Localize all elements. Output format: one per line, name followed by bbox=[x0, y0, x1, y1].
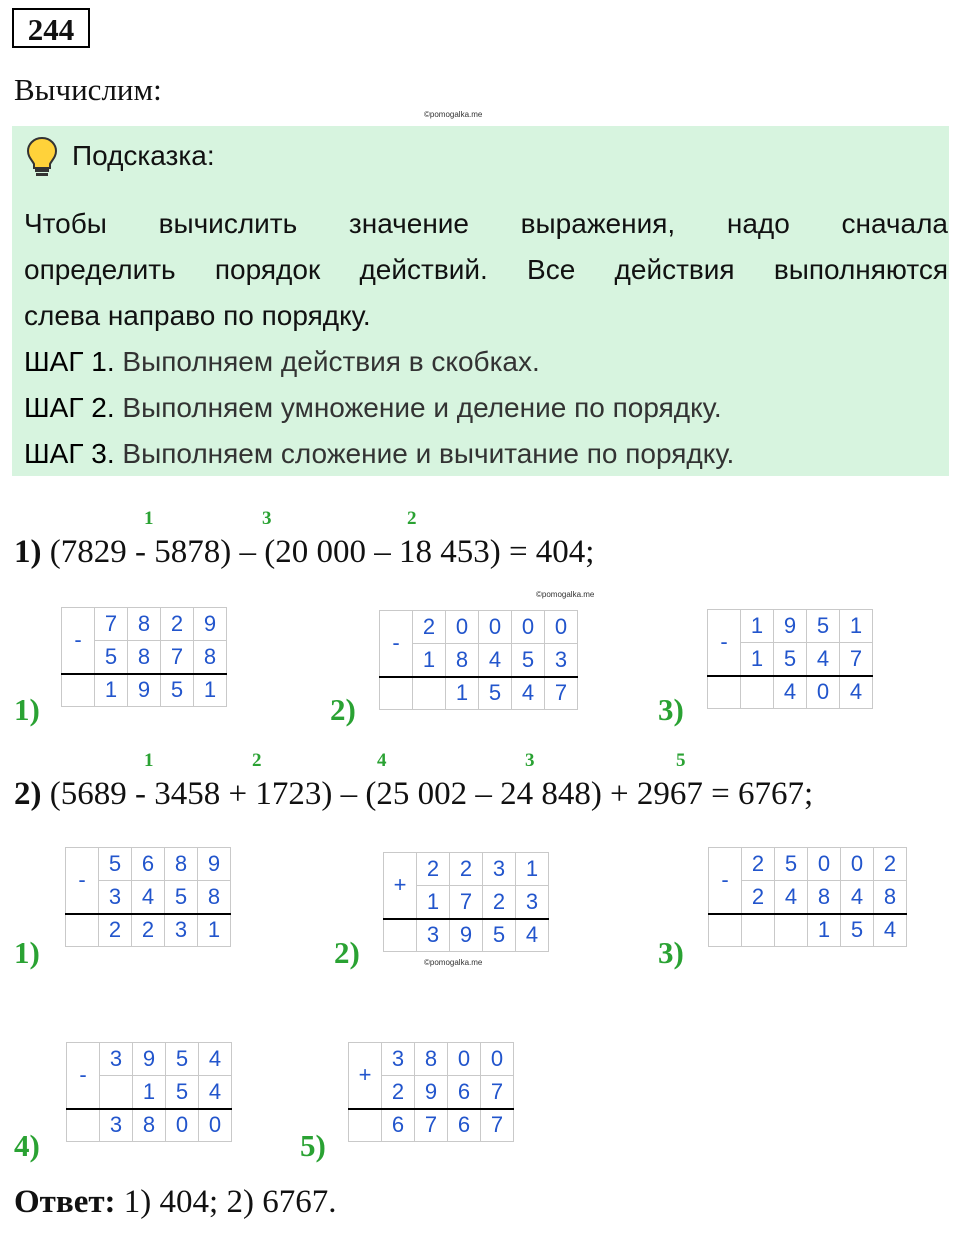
column-calc bbox=[707, 609, 873, 709]
minus-sign: - bbox=[380, 611, 413, 677]
blank-cell bbox=[708, 676, 741, 709]
digit-cell: 4 bbox=[199, 1076, 232, 1109]
digit-cell: 8 bbox=[128, 641, 161, 674]
digit-cell: 9 bbox=[194, 608, 227, 641]
digit-cell: 4 bbox=[874, 914, 907, 947]
digit-cell: 8 bbox=[165, 848, 198, 881]
hint-step: ШАГ 2. Выполняем умножение и деление по порядку. bbox=[24, 392, 722, 423]
digit-cell: 5 bbox=[95, 641, 128, 674]
digit-cell: 9 bbox=[415, 1076, 448, 1109]
hint-line: определить порядок действий. Все действия выполняются bbox=[24, 254, 948, 285]
digit-cell bbox=[775, 914, 808, 947]
digit-cell: 4 bbox=[807, 643, 840, 676]
digit-cell: 0 bbox=[446, 611, 479, 644]
digit-cell: 1 bbox=[194, 674, 227, 707]
column-calc bbox=[708, 847, 907, 947]
digit-cell: 3 bbox=[100, 1043, 133, 1076]
digit-cell: 2 bbox=[99, 914, 132, 947]
digit-cell: 7 bbox=[95, 608, 128, 641]
digit-cell: 5 bbox=[99, 848, 132, 881]
digit-cell: 5 bbox=[512, 644, 545, 677]
order-mark: 1 bbox=[144, 508, 154, 529]
column-calc bbox=[379, 610, 578, 710]
blank-cell bbox=[709, 914, 742, 947]
digit-cell: 6 bbox=[132, 848, 165, 881]
digit-cell: 2 bbox=[742, 848, 775, 881]
blank-cell bbox=[67, 1109, 100, 1142]
digit-cell: 5 bbox=[841, 914, 874, 947]
digit-cell: 2 bbox=[483, 886, 516, 919]
calc-label: 4) bbox=[14, 1128, 40, 1163]
digit-cell: 4 bbox=[840, 676, 873, 709]
digit-cell: 6 bbox=[382, 1109, 415, 1142]
digit-cell: 0 bbox=[199, 1109, 232, 1142]
digit-cell: 2 bbox=[161, 608, 194, 641]
digit-cell: 3 bbox=[417, 919, 450, 952]
digit-cell: 3 bbox=[483, 853, 516, 886]
order-mark: 3 bbox=[262, 508, 272, 529]
digit-cell: 8 bbox=[415, 1043, 448, 1076]
digit-cell: 8 bbox=[194, 641, 227, 674]
intro-text: Вычислим: bbox=[14, 72, 162, 107]
digit-cell: 5 bbox=[483, 919, 516, 952]
expression-2: 2) (5689 - 3458 + 1723) – (25 002 – 24 848) + 2967 = 6767; bbox=[14, 776, 814, 812]
calc-label: 3) bbox=[658, 692, 684, 727]
calc-label: 1) bbox=[14, 692, 40, 727]
watermark: ©pomogalka.me bbox=[424, 958, 483, 967]
digit-cell: 8 bbox=[133, 1109, 166, 1142]
digit-cell: 0 bbox=[545, 611, 578, 644]
digit-cell: 5 bbox=[161, 674, 194, 707]
hint-line: слева направо по порядку. bbox=[24, 300, 371, 331]
plus-sign: + bbox=[384, 853, 417, 919]
minus-sign: - bbox=[709, 848, 742, 914]
digit-cell: 2 bbox=[417, 853, 450, 886]
digit-cell: 2 bbox=[413, 611, 446, 644]
calc-label: 2) bbox=[334, 935, 360, 970]
task-number: 244 bbox=[12, 8, 90, 48]
calc-label: 3) bbox=[658, 935, 684, 970]
digit-cell: 4 bbox=[132, 881, 165, 914]
digit-cell: 1 bbox=[198, 914, 231, 947]
order-mark: 3 bbox=[525, 750, 535, 771]
digit-cell: 8 bbox=[808, 881, 841, 914]
digit-cell: 3 bbox=[99, 881, 132, 914]
lightbulb-icon bbox=[26, 136, 58, 178]
digit-cell: 8 bbox=[128, 608, 161, 641]
digit-cell: 5 bbox=[165, 881, 198, 914]
digit-cell: 0 bbox=[481, 1043, 514, 1076]
digit-cell: 1 bbox=[840, 610, 873, 643]
digit-cell: 9 bbox=[133, 1043, 166, 1076]
watermark: ©pomogalka.me bbox=[424, 110, 483, 119]
blank-cell bbox=[380, 677, 413, 710]
digit-cell: 2 bbox=[874, 848, 907, 881]
digit-cell bbox=[741, 676, 774, 709]
digit-cell: 7 bbox=[840, 643, 873, 676]
digit-cell: 7 bbox=[161, 641, 194, 674]
column-calc bbox=[383, 852, 549, 952]
column-calc bbox=[65, 847, 231, 947]
digit-cell: 5 bbox=[775, 848, 808, 881]
digit-cell: 0 bbox=[807, 676, 840, 709]
calc-label: 1) bbox=[14, 935, 40, 970]
blank-cell bbox=[62, 674, 95, 707]
digit-cell: 4 bbox=[512, 677, 545, 710]
digit-cell: 1 bbox=[95, 674, 128, 707]
blank-cell bbox=[349, 1109, 382, 1142]
minus-sign: - bbox=[67, 1043, 100, 1109]
hint-box bbox=[12, 126, 949, 476]
digit-cell: 7 bbox=[415, 1109, 448, 1142]
minus-sign: - bbox=[66, 848, 99, 914]
digit-cell: 1 bbox=[133, 1076, 166, 1109]
digit-cell: 9 bbox=[128, 674, 161, 707]
digit-cell: 4 bbox=[775, 881, 808, 914]
digit-cell: 1 bbox=[417, 886, 450, 919]
hint-text bbox=[24, 201, 948, 477]
digit-cell: 0 bbox=[841, 848, 874, 881]
digit-cell: 1 bbox=[413, 644, 446, 677]
column-calc bbox=[66, 1042, 232, 1142]
digit-cell: 3 bbox=[100, 1109, 133, 1142]
digit-cell: 7 bbox=[481, 1076, 514, 1109]
digit-cell: 5 bbox=[774, 643, 807, 676]
digit-cell: 3 bbox=[165, 914, 198, 947]
digit-cell: 1 bbox=[808, 914, 841, 947]
digit-cell: 5 bbox=[166, 1076, 199, 1109]
digit-cell: 0 bbox=[166, 1109, 199, 1142]
digit-cell: 3 bbox=[382, 1043, 415, 1076]
digit-cell: 0 bbox=[479, 611, 512, 644]
answer: Ответ: 1) 404; 2) 6767. bbox=[14, 1184, 337, 1220]
digit-cell: 5 bbox=[807, 610, 840, 643]
column-calc bbox=[61, 607, 227, 707]
digit-cell: 1 bbox=[446, 677, 479, 710]
hint-title: Подсказка: bbox=[72, 140, 215, 171]
digit-cell: 8 bbox=[198, 881, 231, 914]
order-mark: 2 bbox=[252, 750, 262, 771]
digit-cell: 0 bbox=[448, 1043, 481, 1076]
digit-cell: 7 bbox=[450, 886, 483, 919]
digit-cell: 4 bbox=[199, 1043, 232, 1076]
hint-step: ШАГ 1. Выполняем действия в скобках. bbox=[24, 346, 540, 377]
digit-cell: 0 bbox=[808, 848, 841, 881]
digit-cell: 5 bbox=[479, 677, 512, 710]
digit-cell bbox=[100, 1076, 133, 1109]
digit-cell: 9 bbox=[450, 919, 483, 952]
digit-cell: 9 bbox=[774, 610, 807, 643]
minus-sign: - bbox=[62, 608, 95, 674]
digit-cell: 3 bbox=[545, 644, 578, 677]
watermark: ©pomogalka.me bbox=[536, 590, 595, 599]
order-mark: 5 bbox=[676, 750, 686, 771]
order-mark: 1 bbox=[144, 750, 154, 771]
digit-cell: 8 bbox=[874, 881, 907, 914]
digit-cell: 7 bbox=[545, 677, 578, 710]
digit-cell: 6 bbox=[448, 1109, 481, 1142]
digit-cell: 6 bbox=[448, 1076, 481, 1109]
digit-cell: 2 bbox=[132, 914, 165, 947]
order-mark: 4 bbox=[377, 750, 387, 771]
digit-cell: 0 bbox=[512, 611, 545, 644]
digit-cell: 4 bbox=[774, 676, 807, 709]
digit-cell bbox=[413, 677, 446, 710]
digit-cell: 7 bbox=[481, 1109, 514, 1142]
blank-cell bbox=[66, 914, 99, 947]
calc-label: 5) bbox=[300, 1128, 326, 1163]
digit-cell: 1 bbox=[516, 853, 549, 886]
digit-cell: 2 bbox=[742, 881, 775, 914]
calc-label: 2) bbox=[330, 692, 356, 727]
plus-sign: + bbox=[349, 1043, 382, 1109]
hint-line: Чтобы вычислить значение выражения, надо сначала bbox=[24, 208, 948, 239]
column-calc bbox=[348, 1042, 514, 1142]
blank-cell bbox=[384, 919, 417, 952]
order-mark: 2 bbox=[407, 508, 417, 529]
digit-cell: 1 bbox=[741, 610, 774, 643]
digit-cell: 9 bbox=[198, 848, 231, 881]
digit-cell: 2 bbox=[450, 853, 483, 886]
digit-cell: 4 bbox=[479, 644, 512, 677]
digit-cell: 8 bbox=[446, 644, 479, 677]
digit-cell: 4 bbox=[841, 881, 874, 914]
digit-cell bbox=[742, 914, 775, 947]
digit-cell: 4 bbox=[516, 919, 549, 952]
digit-cell: 3 bbox=[516, 886, 549, 919]
minus-sign: - bbox=[708, 610, 741, 676]
digit-cell: 5 bbox=[166, 1043, 199, 1076]
digit-cell: 2 bbox=[382, 1076, 415, 1109]
digit-cell: 1 bbox=[741, 643, 774, 676]
hint-step: ШАГ 3. Выполняем сложение и вычитание по порядку. bbox=[24, 438, 735, 469]
expression-1: 1) (7829 - 5878) – (20 000 – 18 453) = 404; bbox=[14, 534, 595, 570]
